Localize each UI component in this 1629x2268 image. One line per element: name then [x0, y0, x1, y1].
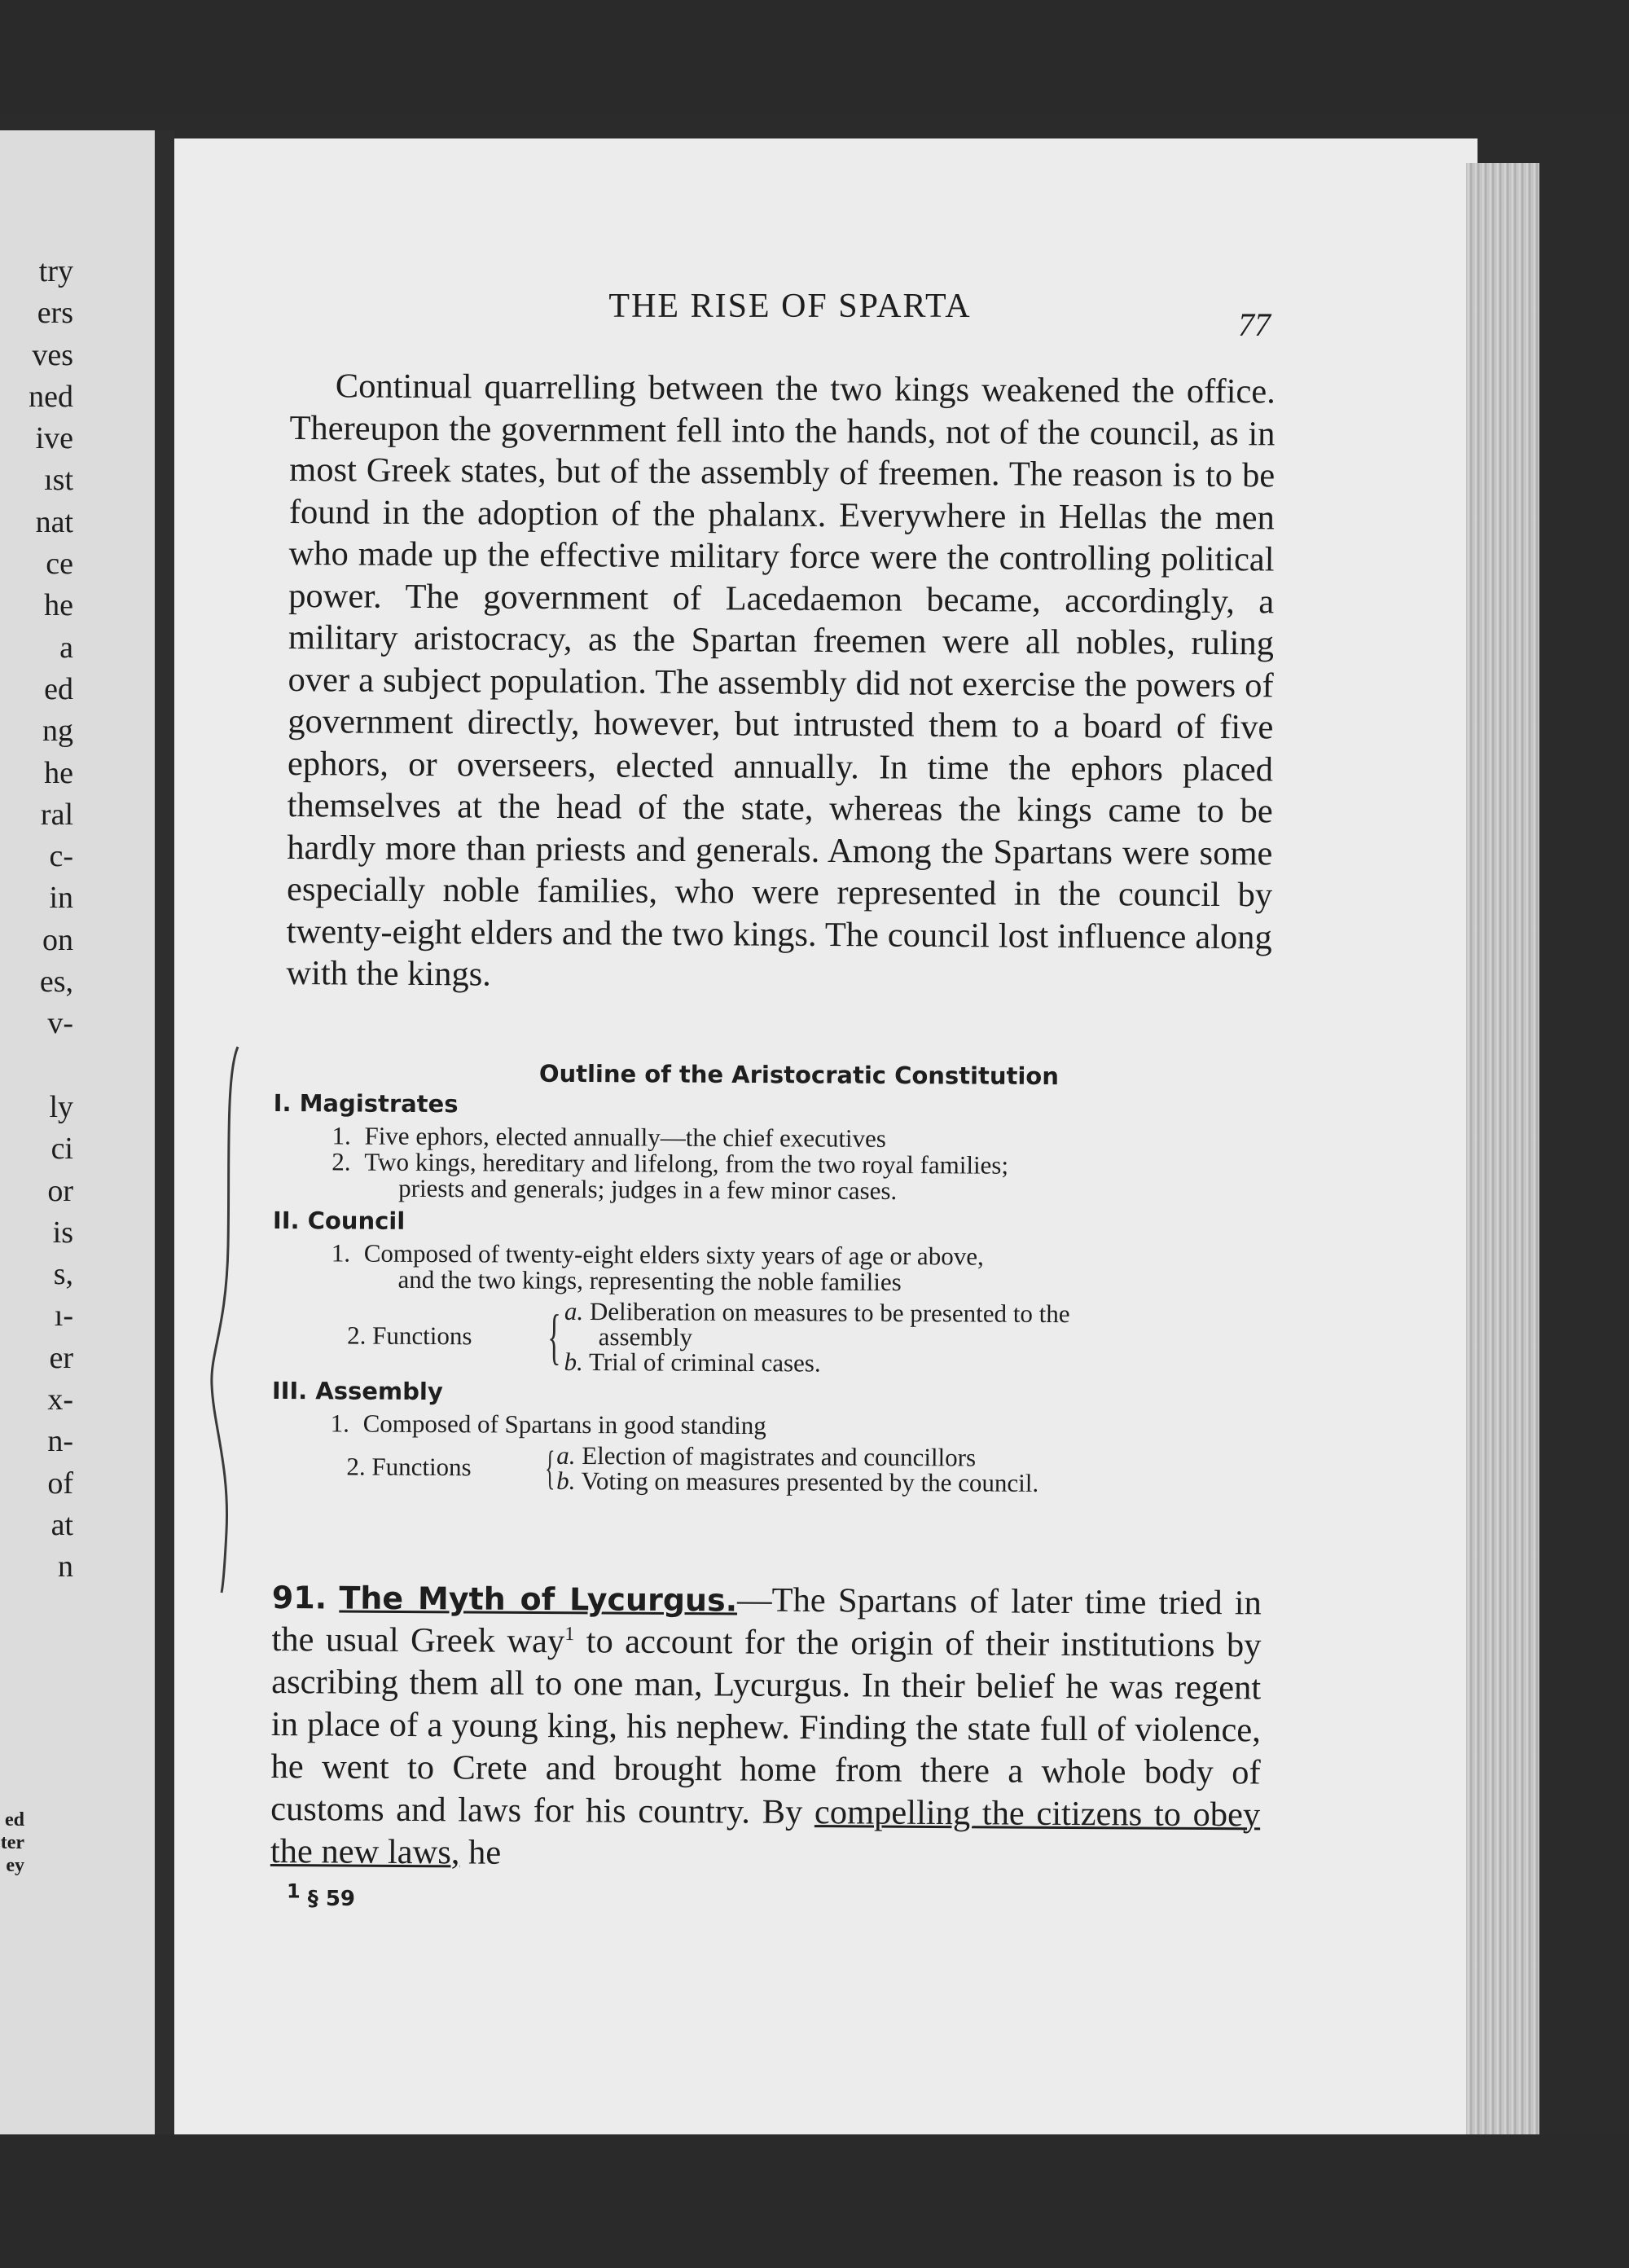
- outline-item-number: 1.: [331, 1238, 351, 1268]
- left-fragment: a: [59, 630, 73, 665]
- outline-item: [331, 1410, 1274, 1441]
- left-fragment: ce: [46, 547, 73, 582]
- outline-item-continuation: and the two kings, representing the noble families: [397, 1264, 902, 1297]
- left-fragment: of: [47, 1466, 73, 1501]
- body-paragraph: Continual quarrelling between the two kings weakened the office. Thereupon the government fell into the hands, not of the council, as in most Greek states, but of the assembly of freemen. The reason is to be found in the adoption of the phalanx. Everywhere in Hellas the men who made up the effective military force were the controlling political power. The government of Lacedaemon became, accordingly, a military aristocracy, as the Spartan freemen were all nobles, ruling over a subject population. The assembly did not exercise the powers of government directly, however, but intrusted them to a board of five ephors, or overseers, elected annually. In time the ephors placed themselves at the head of the state, whereas the kings came to be hardly more than priests and generals. Among the Spartans were some especially noble families, who were represented in the council by twenty-eight elders and the two kings. The council lost influence along with the kings.: [286, 367, 1276, 994]
- outline-item-text: Five ephors, elected annually—the chief executives: [364, 1121, 887, 1153]
- left-fragment: v-: [47, 1006, 73, 1041]
- page-number: 77: [1238, 306, 1271, 343]
- footnote: [287, 1879, 355, 1911]
- page-edges: [1466, 163, 1539, 2134]
- left-page-small-fragments: [0, 1809, 24, 1877]
- function-letter: b.: [564, 1347, 583, 1376]
- outline-item-number: 1.: [330, 1409, 350, 1438]
- section-text: he: [459, 1833, 502, 1872]
- book-gutter: [155, 130, 174, 2134]
- footnote-marker: 1: [287, 1879, 301, 1903]
- outline-section-council: II. Council: [272, 1206, 406, 1235]
- left-fragment: ly: [49, 1089, 73, 1124]
- outline-functions-row: [347, 1297, 1274, 1378]
- curly-brace-icon: {: [547, 1302, 561, 1371]
- function-item: [556, 1468, 1273, 1497]
- functions-list: [556, 1440, 1273, 1497]
- left-page-text-fragments: [0, 251, 73, 1589]
- left-fragment: ı-: [54, 1299, 73, 1334]
- left-fragment: ıst: [44, 463, 73, 498]
- left-fragment: c-: [49, 839, 73, 874]
- outline-item-continuation: priests and generals; judges in a few minor cases.: [398, 1173, 898, 1206]
- left-small-fragment: ed: [5, 1809, 24, 1831]
- outline-title: Outline of the Aristocratic Constitution: [538, 1059, 1060, 1091]
- function-letter: a.: [556, 1440, 576, 1470]
- functions-label: 2. Functions: [347, 1320, 472, 1350]
- outline-item-text: Composed of Spartans in good standing: [362, 1409, 766, 1440]
- section-91-paragraph: [270, 1576, 1262, 1879]
- function-letter: a.: [564, 1296, 584, 1325]
- left-small-fragment: ter: [0, 1832, 24, 1853]
- function-text: Voting on measures presented by the council.: [581, 1466, 1039, 1497]
- left-fragment: or: [47, 1173, 73, 1208]
- left-fragment: ers: [37, 296, 73, 331]
- function-item: [564, 1349, 1274, 1378]
- running-head: THE RISE OF SPARTA: [608, 288, 972, 325]
- left-fragment: in: [49, 881, 73, 916]
- outline-item-number: 1.: [332, 1121, 351, 1150]
- left-small-fragment: ey: [6, 1855, 24, 1876]
- scan-background-bottom: [0, 2134, 1629, 2268]
- constitution-outline: [271, 1059, 1276, 1501]
- outline-item: [332, 1149, 1275, 1206]
- underlined-text: compelling the citizens to obey the new laws,: [270, 1793, 1261, 1872]
- left-fragment: at: [50, 1507, 73, 1542]
- left-fragment: x-: [47, 1382, 73, 1418]
- left-fragment: er: [49, 1340, 73, 1375]
- function-text: Deliberation on measures to be presented to the: [589, 1297, 1070, 1329]
- left-fragment: on: [42, 922, 73, 957]
- function-text: Trial of criminal cases.: [588, 1347, 821, 1378]
- functions-list: [564, 1296, 1274, 1378]
- body-text: [286, 365, 1276, 1000]
- outline-item-text: Composed of twenty-eight elders sixty years of age or above,: [363, 1238, 984, 1271]
- left-fragment: ves: [32, 337, 73, 372]
- outline-section-magistrates: I. Magistrates: [273, 1088, 459, 1119]
- left-fragment: ral: [40, 797, 73, 832]
- section-91: [270, 1576, 1262, 1879]
- outline-section-assembly: III. Assembly: [271, 1376, 443, 1406]
- footnote-reference: 1: [564, 1624, 575, 1646]
- left-fragment: ci: [50, 1132, 73, 1167]
- footnote-text: § 59: [307, 1887, 355, 1911]
- left-fragment: n-: [47, 1424, 73, 1459]
- left-fragment: s,: [53, 1257, 73, 1292]
- left-fragment: ive: [35, 421, 73, 456]
- left-fragment: es,: [39, 965, 73, 1000]
- outline-item: [332, 1240, 1275, 1297]
- section-number: 91.: [271, 1579, 327, 1616]
- function-text: Election of magistrates and councillors: [582, 1440, 977, 1472]
- scan-background-top: [0, 0, 1629, 114]
- left-fragment: he: [44, 588, 73, 623]
- outline-item-text: Two kings, hereditary and lifelong, from the two royal families;: [364, 1147, 1009, 1180]
- left-fragment: is: [52, 1215, 73, 1250]
- function-letter: b.: [556, 1466, 576, 1495]
- section-title: The Myth of Lycurgus.: [339, 1580, 738, 1619]
- left-fragment: ed: [44, 671, 73, 706]
- section-text: to account for the origin of their institutions by ascribing them all to one man, Lycurgus. In their belief he was regent in place of a young king, his nephew. Finding the state full of violence, he went to Crete and brought home from there a whole body of customs and laws for his country. By: [270, 1622, 1262, 1832]
- section-text: —The Spartans of later time tried in the usual Greek way: [271, 1580, 1262, 1661]
- left-fragment: try: [38, 254, 73, 288]
- left-fragment: he: [44, 755, 73, 790]
- left-fragment: [0, 1045, 73, 1087]
- function-text: assembly: [598, 1322, 693, 1352]
- left-fragment: nat: [35, 504, 73, 539]
- left-fragment: n: [58, 1549, 73, 1585]
- left-fragment: ned: [29, 379, 73, 414]
- outline-item-number: 2.: [332, 1147, 351, 1176]
- curly-brace-icon: {: [544, 1440, 555, 1494]
- margin-pencil-bracket-icon: [205, 1043, 254, 1597]
- outline-functions-row: [346, 1441, 1273, 1497]
- left-fragment: ng: [42, 714, 73, 749]
- functions-label: 2. Functions: [346, 1452, 472, 1482]
